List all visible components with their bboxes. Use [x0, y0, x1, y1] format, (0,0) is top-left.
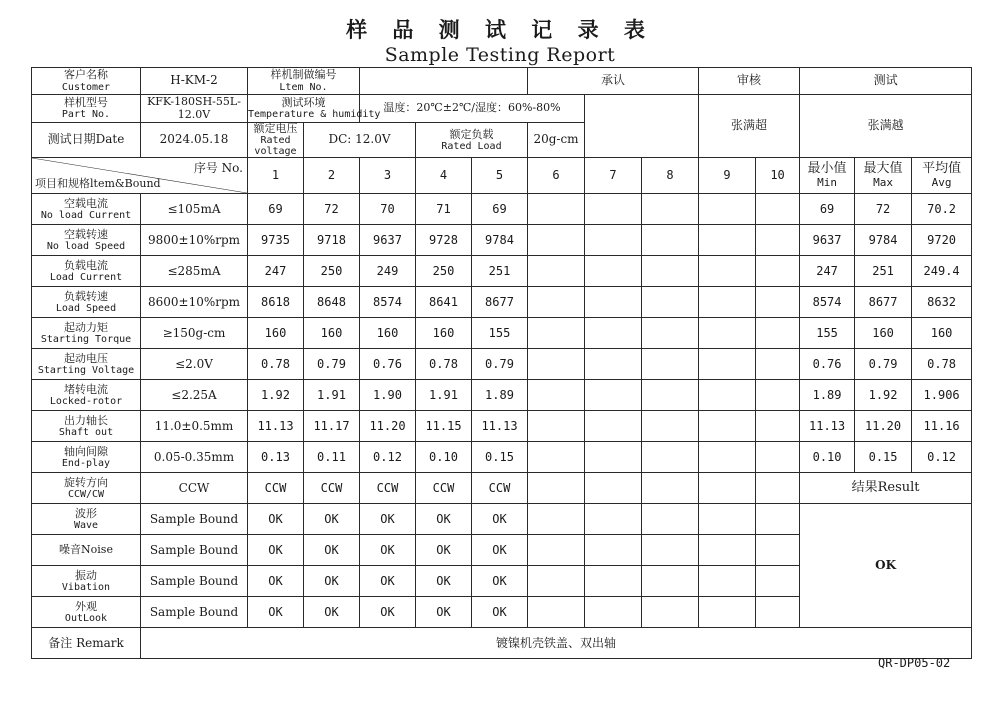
measurement-value: [585, 225, 642, 256]
customer-label: 客户名称 Customer: [32, 68, 141, 95]
measurement-value: 9637: [360, 225, 416, 256]
check-value: [528, 535, 585, 566]
measurement-value: [756, 287, 800, 318]
env-label: 测试环境 Temperature & humidity: [248, 95, 360, 123]
customer-value: H-KM-2: [141, 68, 248, 95]
max-value: 0.79: [855, 349, 912, 380]
check-value: OK: [360, 504, 416, 535]
column-header-row: [32, 158, 972, 194]
row-spec: 8600±10%rpm: [141, 287, 248, 318]
report-title-en: Sample Testing Report: [384, 44, 616, 66]
check-value: [528, 566, 585, 597]
check-value: [642, 566, 699, 597]
check-value: [756, 535, 800, 566]
min-value: 247: [800, 256, 855, 287]
measurement-value: 1.91: [416, 380, 472, 411]
check-value: OK: [416, 566, 472, 597]
measurement-value: 1.89: [472, 380, 528, 411]
measurement-value: 11.13: [248, 411, 304, 442]
measurement-value: [756, 411, 800, 442]
min-value: 1.89: [800, 380, 855, 411]
min-value: 155: [800, 318, 855, 349]
item-label: 项目和规格ltem&Bound: [35, 177, 161, 190]
avg-header: 平均值 Avg: [912, 158, 972, 194]
measurement-value: [642, 411, 699, 442]
measurement-value: 11.15: [416, 411, 472, 442]
row-spec: ≤105mA: [141, 194, 248, 225]
approve-label: 承认: [528, 68, 699, 95]
measurement-value: [642, 194, 699, 225]
measurement-value: 8648: [304, 287, 360, 318]
direction-value-2: CCW: [304, 473, 360, 504]
direction-value-3: CCW: [360, 473, 416, 504]
measurement-row: [32, 194, 972, 225]
check-value: [699, 504, 756, 535]
direction-value-1: CCW: [248, 473, 304, 504]
row-label: 负载转速 Load Speed: [32, 287, 141, 318]
row-spec: CCW: [141, 473, 248, 504]
max-value: 160: [855, 318, 912, 349]
sample-no-value: [360, 68, 528, 95]
measurement-value: [699, 411, 756, 442]
avg-value: 0.12: [912, 442, 972, 473]
measurement-value: 0.10: [416, 442, 472, 473]
measurement-value: 160: [416, 318, 472, 349]
measurement-value: 249: [360, 256, 416, 287]
result-label: 结果Result: [800, 473, 972, 504]
check-value: [585, 566, 642, 597]
part-value: KFK-180SH-55L- 12.0V: [141, 95, 248, 123]
measurement-value: [699, 287, 756, 318]
measurement-value: [585, 349, 642, 380]
check-value: [585, 597, 642, 628]
min-value: 69: [800, 194, 855, 225]
check-value: OK: [472, 597, 528, 628]
measurement-value: 72: [304, 194, 360, 225]
row-spec: ≤2.0V: [141, 349, 248, 380]
measurement-value: [585, 287, 642, 318]
measurement-value: [528, 380, 585, 411]
measurement-value: [585, 318, 642, 349]
direction-value-9: [699, 473, 756, 504]
min-value: 9637: [800, 225, 855, 256]
direction-row: [32, 473, 972, 504]
avg-value: 160: [912, 318, 972, 349]
measurement-value: [756, 442, 800, 473]
measurement-value: 11.17: [304, 411, 360, 442]
part-label: 样机型号 Part No.: [32, 95, 141, 123]
check-value: OK: [416, 535, 472, 566]
measurement-value: 0.12: [360, 442, 416, 473]
voltage-value: DC: 12.0V: [304, 123, 416, 158]
lower-body: [32, 473, 972, 504]
report-table: [31, 67, 972, 659]
measurement-value: [585, 380, 642, 411]
measurement-value: 0.76: [360, 349, 416, 380]
diag-header: [32, 158, 248, 194]
measurement-value: 247: [248, 256, 304, 287]
max-value: 11.20: [855, 411, 912, 442]
check-value: [585, 504, 642, 535]
measurement-value: 250: [416, 256, 472, 287]
col-no-6: 6: [528, 158, 585, 194]
measurement-value: 0.79: [472, 349, 528, 380]
max-value: 72: [855, 194, 912, 225]
check-rows: [32, 504, 972, 628]
report-title-cn: 样 品 测 试 记 录 表: [346, 17, 654, 42]
avg-value: 249.4: [912, 256, 972, 287]
avg-value: 9720: [912, 225, 972, 256]
check-value: [756, 566, 800, 597]
measurement-value: [756, 349, 800, 380]
row-label: 起动力矩 Starting Torque: [32, 318, 141, 349]
measurement-value: [528, 225, 585, 256]
col-no-9: 9: [699, 158, 756, 194]
check-value: [642, 597, 699, 628]
row-spec: ≥150g-cm: [141, 318, 248, 349]
row-label: 出力轴长 Shaft out: [32, 411, 141, 442]
check-value: [585, 535, 642, 566]
avg-value: 70.2: [912, 194, 972, 225]
col-no-4: 4: [416, 158, 472, 194]
measurement-value: 1.90: [360, 380, 416, 411]
check-value: OK: [472, 535, 528, 566]
measurement-value: [528, 442, 585, 473]
max-header: 最大值 Max: [855, 158, 912, 194]
measurement-value: [699, 318, 756, 349]
check-value: OK: [304, 566, 360, 597]
avg-value: 8632: [912, 287, 972, 318]
min-value: 0.76: [800, 349, 855, 380]
row-label: 噪音Noise: [32, 535, 141, 566]
measurement-value: [642, 349, 699, 380]
report-body: [32, 68, 972, 194]
row-spec: Sample Bound: [141, 535, 248, 566]
row-label: 堵转电流 Locked-rotor: [32, 380, 141, 411]
review-label: 审核: [699, 68, 800, 95]
measurement-value: [585, 256, 642, 287]
measurement-value: 8677: [472, 287, 528, 318]
measurement-row: [32, 225, 972, 256]
avg-value: 0.78: [912, 349, 972, 380]
measurement-value: 9784: [472, 225, 528, 256]
row-label: 外观 OutLook: [32, 597, 141, 628]
measurement-value: 0.13: [248, 442, 304, 473]
measurement-value: 1.91: [304, 380, 360, 411]
measurement-value: [528, 256, 585, 287]
measurement-value: 0.11: [304, 442, 360, 473]
max-value: 0.15: [855, 442, 912, 473]
measurement-row: [32, 349, 972, 380]
check-value: OK: [416, 504, 472, 535]
max-value: 1.92: [855, 380, 912, 411]
min-header: 最小值 Min: [800, 158, 855, 194]
check-value: OK: [360, 535, 416, 566]
measurement-value: 69: [472, 194, 528, 225]
check-value: OK: [304, 504, 360, 535]
check-value: [642, 504, 699, 535]
check-value: [528, 504, 585, 535]
row-label: 波形 Wave: [32, 504, 141, 535]
measurement-value: 250: [304, 256, 360, 287]
measurement-value: 8641: [416, 287, 472, 318]
min-value: 11.13: [800, 411, 855, 442]
measurement-value: 160: [304, 318, 360, 349]
check-value: OK: [416, 597, 472, 628]
check-value: OK: [360, 566, 416, 597]
seq-label: 序号 No.: [193, 161, 243, 176]
measurement-row: [32, 287, 972, 318]
result-value: OK: [800, 504, 972, 628]
row-label: 空载电流 No load Current: [32, 194, 141, 225]
measurement-value: 1.92: [248, 380, 304, 411]
measurement-value: 155: [472, 318, 528, 349]
measurement-row: [32, 411, 972, 442]
row-label: 空载转速 No load Speed: [32, 225, 141, 256]
min-value: 8574: [800, 287, 855, 318]
load-label: 额定负载 Rated Load: [416, 123, 528, 158]
measurement-value: 9728: [416, 225, 472, 256]
remark-label: 备注 Remark: [32, 628, 141, 659]
voltage-label: 额定电压 Rated voltage: [248, 123, 304, 158]
check-value: OK: [472, 566, 528, 597]
col-no-1: 1: [248, 158, 304, 194]
date-label: 测试日期Date: [32, 123, 141, 158]
measurement-value: [642, 256, 699, 287]
avg-value: 11.16: [912, 411, 972, 442]
measurement-value: 0.78: [416, 349, 472, 380]
row-spec: 11.0±0.5mm: [141, 411, 248, 442]
measurement-value: [699, 380, 756, 411]
date-value: 2024.05.18: [141, 123, 248, 158]
check-row: [32, 504, 972, 535]
measurement-value: [585, 411, 642, 442]
col-no-7: 7: [585, 158, 642, 194]
measurement-value: 160: [248, 318, 304, 349]
col-no-5: 5: [472, 158, 528, 194]
measurement-value: [699, 256, 756, 287]
direction-value-8: [642, 473, 699, 504]
max-value: 8677: [855, 287, 912, 318]
remark-row: [32, 628, 972, 659]
direction-value-6: [528, 473, 585, 504]
measurement-value: [699, 194, 756, 225]
row-label: 负载电流 Load Current: [32, 256, 141, 287]
sample-no-label: 样机制做编号 Ltem No.: [248, 68, 360, 95]
measurement-value: [756, 194, 800, 225]
approve-sign: [585, 95, 699, 158]
check-value: [642, 535, 699, 566]
measurement-value: [528, 411, 585, 442]
measurement-value: [756, 318, 800, 349]
measurement-value: 160: [360, 318, 416, 349]
row-spec: Sample Bound: [141, 504, 248, 535]
measurement-row: [32, 256, 972, 287]
direction-value-5: CCW: [472, 473, 528, 504]
row-spec: 0.05-0.35mm: [141, 442, 248, 473]
col-no-8: 8: [642, 158, 699, 194]
measurement-value: [756, 256, 800, 287]
check-value: [528, 597, 585, 628]
reviewer-sign: 张满超: [699, 95, 800, 158]
measurement-value: 69: [248, 194, 304, 225]
measurement-value: 11.20: [360, 411, 416, 442]
env-value: 温度：20℃±2℃/湿度：60%-80%: [360, 95, 585, 123]
check-value: OK: [304, 597, 360, 628]
direction-value-4: CCW: [416, 473, 472, 504]
row-spec: Sample Bound: [141, 597, 248, 628]
check-value: [756, 597, 800, 628]
measurement-value: 70: [360, 194, 416, 225]
measurement-value: [528, 318, 585, 349]
check-value: OK: [248, 597, 304, 628]
measurement-value: [528, 287, 585, 318]
measurement-value: 11.13: [472, 411, 528, 442]
max-value: 9784: [855, 225, 912, 256]
measurement-value: 251: [472, 256, 528, 287]
measurement-value: 8574: [360, 287, 416, 318]
measurement-value: [699, 225, 756, 256]
measurement-value: [528, 349, 585, 380]
row-label: 振动 Vibation: [32, 566, 141, 597]
measurement-value: [756, 225, 800, 256]
document-code: QR-DP05-02: [878, 656, 951, 670]
row-spec: Sample Bound: [141, 566, 248, 597]
measurement-value: 8618: [248, 287, 304, 318]
measurement-value: [642, 380, 699, 411]
measurement-value: 0.15: [472, 442, 528, 473]
col-no-2: 2: [304, 158, 360, 194]
check-value: OK: [472, 504, 528, 535]
row-label: 轴向间隙 End-play: [32, 442, 141, 473]
col-no-3: 3: [360, 158, 416, 194]
max-value: 251: [855, 256, 912, 287]
measurement-row: [32, 318, 972, 349]
remark-value: 镀镍机壳铁盖、双出轴: [141, 628, 972, 659]
measurement-row: [32, 380, 972, 411]
measurement-value: 71: [416, 194, 472, 225]
check-value: [699, 566, 756, 597]
measurement-value: [756, 380, 800, 411]
measurement-value: [585, 194, 642, 225]
measurement-value: [699, 442, 756, 473]
measurement-value: [642, 225, 699, 256]
col-no-10: 10: [756, 158, 800, 194]
direction-value-7: [585, 473, 642, 504]
row-spec: ≤285mA: [141, 256, 248, 287]
load-value: 20g-cm: [528, 123, 585, 158]
min-value: 0.10: [800, 442, 855, 473]
row-label: 旋转方向 CCW/CW: [32, 473, 141, 504]
measurement-value: 0.79: [304, 349, 360, 380]
measurement-value: [699, 349, 756, 380]
measurement-value: [642, 442, 699, 473]
measurement-value: 9735: [248, 225, 304, 256]
measurement-rows: [32, 194, 972, 473]
row-spec: 9800±10%rpm: [141, 225, 248, 256]
row-spec: ≤2.25A: [141, 380, 248, 411]
measurement-value: [585, 442, 642, 473]
measurement-value: [528, 194, 585, 225]
check-value: OK: [248, 504, 304, 535]
check-value: OK: [304, 535, 360, 566]
measurement-row: [32, 442, 972, 473]
tester-sign: 张满越: [800, 95, 972, 158]
check-value: OK: [248, 566, 304, 597]
test-label: 测试: [800, 68, 972, 95]
measurement-value: [642, 287, 699, 318]
measurement-value: [642, 318, 699, 349]
check-value: OK: [360, 597, 416, 628]
measurement-value: 0.78: [248, 349, 304, 380]
measurement-value: 9718: [304, 225, 360, 256]
row-label: 起动电压 Starting Voltage: [32, 349, 141, 380]
direction-value-10: [756, 473, 800, 504]
check-value: OK: [248, 535, 304, 566]
check-value: [699, 535, 756, 566]
avg-value: 1.906: [912, 380, 972, 411]
check-value: [699, 597, 756, 628]
check-value: [756, 504, 800, 535]
